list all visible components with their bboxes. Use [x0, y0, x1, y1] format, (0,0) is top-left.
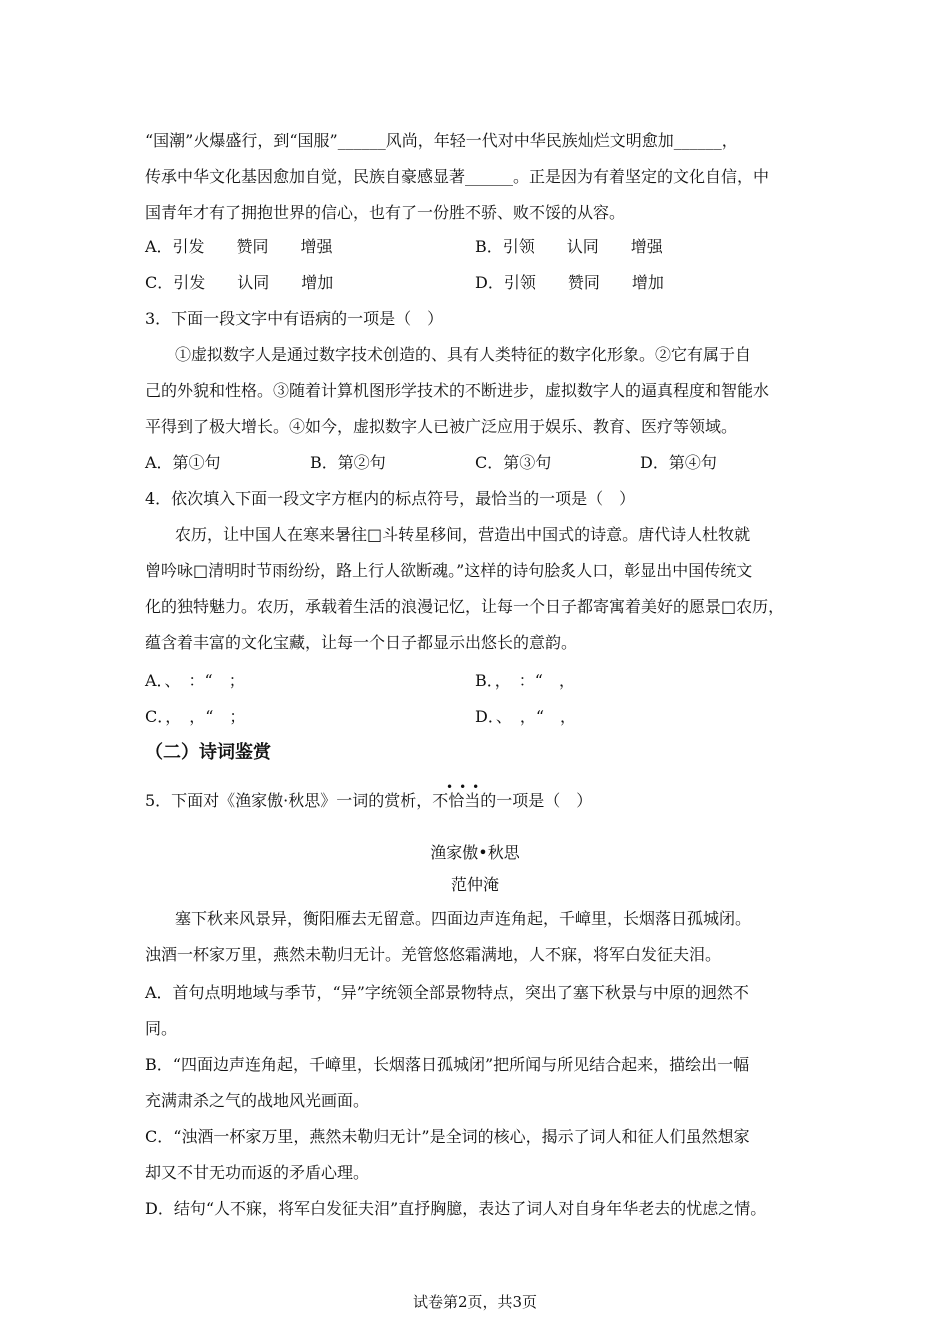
- emphasis-dots: •••: [446, 780, 486, 794]
- q4-option-b: B．， ：“ ，: [475, 671, 575, 690]
- q4-option-a: A．、 ：“ ；: [145, 671, 245, 690]
- q5-stem-emphasis: 不恰当: [432, 791, 481, 810]
- q2-passage-line-1: “国潮”火爆盛行，到“国服”______风尚，年轻一代对中华民族灿烂文明愈加______，: [145, 131, 738, 150]
- q3-passage-line-2: 己的外貌和性格。③随着计算机图形学技术的不断进步，虚拟数字人的逼真程度和智能水: [145, 381, 770, 400]
- section-heading-poetry: （二）诗词鉴赏: [145, 742, 271, 763]
- q5-option-b-line-1: B．“四面边声连角起，千嶂里，长烟落日孤城闭”把所闻与所见结合起来，描绘出一幅: [145, 1055, 750, 1074]
- q2-option-b: B．引领 认同 增强: [475, 237, 663, 256]
- q5-option-a-line-2: 同。: [145, 1019, 178, 1038]
- q5-option-a-line-1: A．首句点明地域与季节，“异”字统领全部景物特点，突出了塞下秋景与中原的迥然不: [145, 983, 749, 1002]
- q3-option-b: B．第②句: [310, 453, 386, 472]
- q4-option-c: C．， ，“ ；: [145, 707, 246, 726]
- poem-line-1: 塞下秋来风景异，衡阳雁去无留意。四面边声连角起，千嶂里，长烟落日孤城闭。: [175, 909, 752, 928]
- q5-option-d-line-1: D．结句“人不寐，将军白发征夫泪”直抒胸臆，表达了词人对自身年华老去的忧虑之情。: [145, 1199, 767, 1218]
- q3-option-d: D．第④句: [640, 453, 717, 472]
- q5-stem: [145, 790, 592, 812]
- q5-option-c-line-1: C．“浊酒一杯家万里，燕然未勒归无计”是全词的核心，揭示了词人和征人们虽然想家: [145, 1127, 750, 1146]
- q2-option-a: A．引发 赞同 增强: [145, 237, 333, 256]
- poem-author: 范仲淹: [450, 875, 499, 894]
- q5-option-c-line-2: 却又不甘无功而返的矛盾心理。: [145, 1163, 370, 1182]
- poem-title: 渔家傲•秋思: [430, 843, 520, 862]
- page-footer: 试卷第2页，共3页: [412, 1293, 538, 1311]
- q3-stem: 3．下面一段文字中有语病的一项是（ ）: [145, 309, 444, 328]
- q3-passage-line-1: ①虚拟数字人是通过数字技术创造的、具有人类特征的数字化形象。②它有属于自: [175, 345, 752, 364]
- q4-passage-line-4: 蕴含着丰富的文化宝藏，让每一个日子都显示出悠长的意韵。: [145, 633, 578, 652]
- q3-option-a: A．第①句: [145, 453, 221, 472]
- q4-passage-line-2: 曾吟咏□清明时节雨纷纷，路上行人欲断魂。”这样的诗句脍炙人口，彰显出中国传统文: [145, 561, 753, 580]
- q4-passage-line-3: 化的独特魅力。农历，承载着生活的浪漫记忆，让每一个日子都寄寓着美好的愿景□农历，: [145, 597, 785, 616]
- q5-option-b-line-2: 充满肃杀之气的战地风光画面。: [145, 1091, 370, 1110]
- q5-stem-after: 的一项是（ ）: [480, 791, 593, 810]
- q4-stem: 4．依次填入下面一段文字方框内的标点符号，最恰当的一项是（ ）: [145, 489, 636, 508]
- q2-passage-line-2: 传承中华文化基因愈加自觉，民族自豪感显著______。正是因为有着坚定的文化自信，中: [145, 167, 770, 186]
- q4-option-d: D．、 ，“ ，: [475, 707, 577, 726]
- q2-option-c: C．引发 认同 增加: [145, 273, 334, 292]
- q5-stem-before: 5．下面对《渔家傲·秋思》一词的赏析，: [145, 791, 433, 810]
- q2-passage-line-3: 国青年才有了拥抱世界的信心，也有了一份胜不骄、败不馁的从容。: [145, 203, 626, 222]
- q3-passage-line-3: 平得到了极大增长。④如今，虚拟数字人已被广泛应用于娱乐、教育、医疗等领域。: [145, 417, 738, 436]
- q4-passage-line-1: 农历，让中国人在寒来暑往□斗转星移间，营造出中国式的诗意。唐代诗人杜牧就: [175, 525, 751, 544]
- q3-option-c: C．第③句: [475, 453, 552, 472]
- q2-option-d: D．引领 赞同 增加: [475, 273, 664, 292]
- poem-line-2: 浊酒一杯家万里，燕然未勒归无计。羌管悠悠霜满地，人不寐，将军白发征夫泪。: [145, 945, 722, 964]
